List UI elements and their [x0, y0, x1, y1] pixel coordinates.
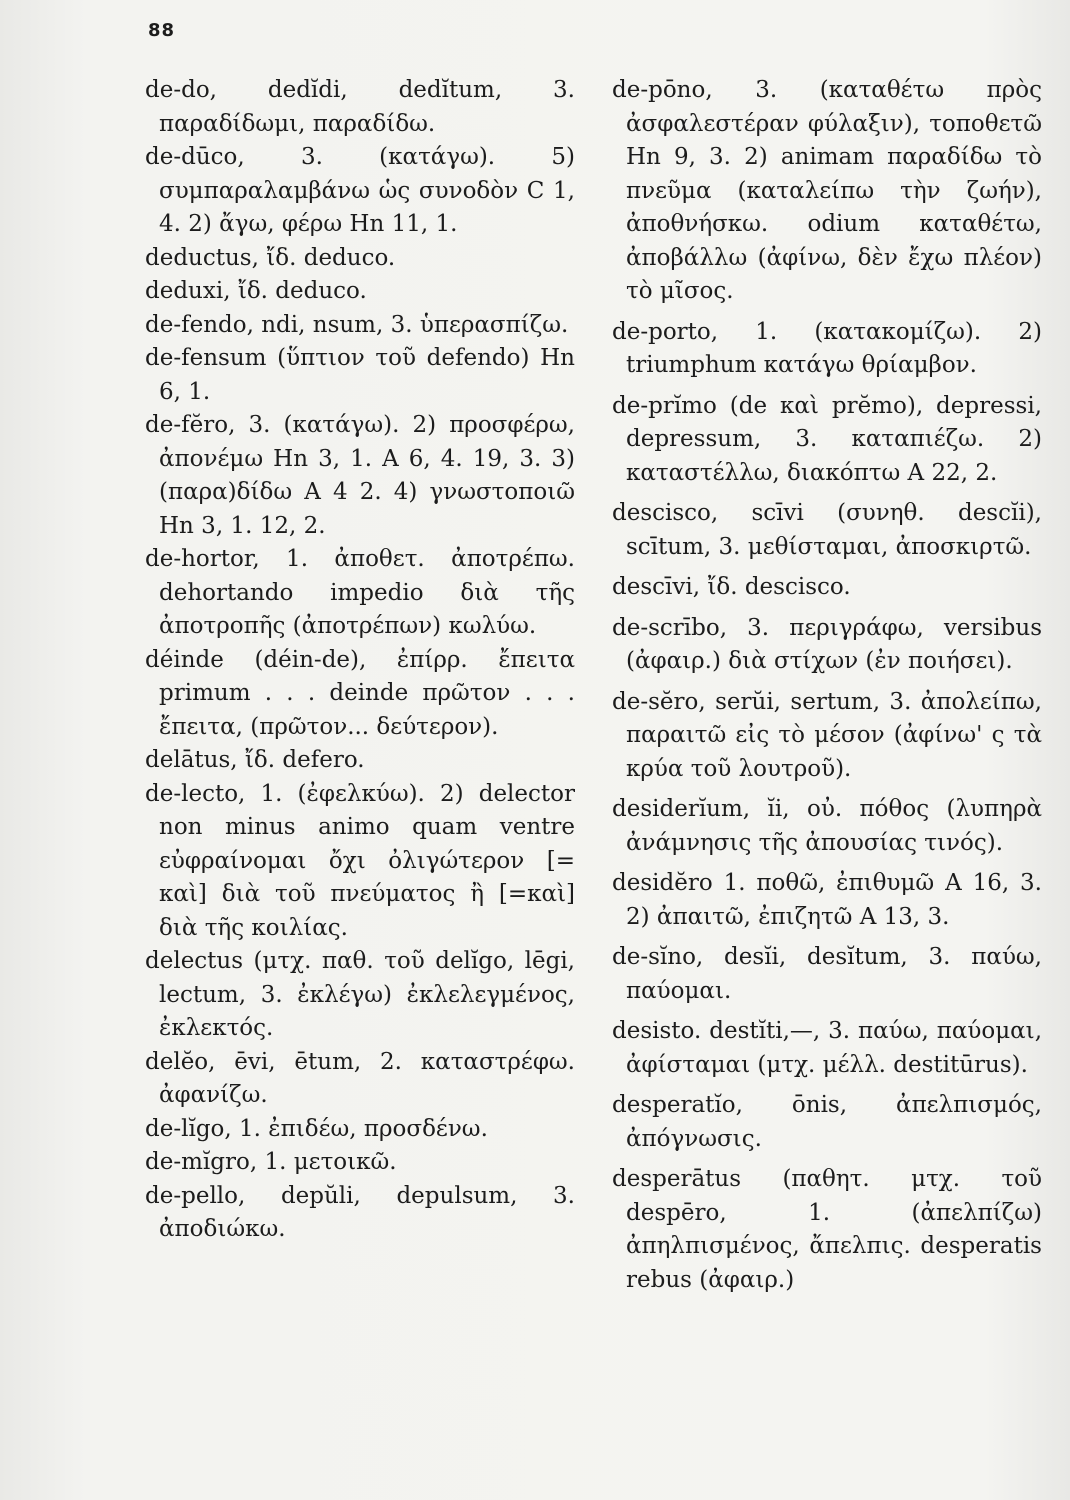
dictionary-entry: de-pōno, 3. (καταθέτω πρὸς ἀσφαλεστέραν φύλαξιν), τοποθετῶ Hn 9, 3. 2) animam παραδίδω τὸ πνεῦμα (καταλείπω τὴν ζωήν), ἀποθνήσκω. odium καταθέτω, ἀποβάλλω (ἀφίνω, δὲν ἔχω πλέον) τὸ μῖσος. [612, 77, 1042, 304]
dictionary-entry: de-fendo, ndi, nsum, 3. ὑπερασπίζω. [145, 311, 569, 338]
dictionary-entry: de-fensum (ὕπτιον τοῦ defendo) Hn 6, 1. [145, 345, 575, 405]
dictionary-entry: deduxi, ἴδ. deduco. [145, 278, 367, 304]
dictionary-entry: delĕo, ēvi, ētum, 2. καταστρέφω. ἀφανίζω. [145, 1048, 575, 1108]
dictionary-entry: de-fĕro, 3. (κατάγω). 2) προσφέρω, ἀπονέμω Hn 3, 1. A 6, 4. 19, 3. 3) (παρα)δίδω A 4 2. 4) γνωστοποιῶ Hn 3, 1. 12, 2. [145, 412, 575, 539]
dictionary-entry: de-scrībo, 3. περιγράφω, versibus (ἀφαιρ.) διὰ στίχων (ἐν ποιήσει). [612, 614, 1042, 674]
dictionary-entry: déinde (déin-de), ἐπίρρ. ἔπειτα primum . . . deinde πρῶτον . . . ἔπειτα, (πρῶτον... δεύτερον). [145, 646, 575, 740]
dictionary-entry: de-do, dedĭdi, dedĭtum, 3. παραδίδωμι, παραδίδω. [145, 77, 575, 137]
dictionary-entry: delectus (μτχ. παθ. τοῦ delĭgo, lēgi, lectum, 3. ἐκλέγω) ἐκλελεγμένος, ἐκλεκτός. [145, 948, 575, 1041]
dictionary-entry: de-hortor, 1. ἀποθετ. ἀποτρέπω. dehortando impedio διὰ τῆς ἀποτροπῆς (ἀποτρέπων) κωλύω. [145, 546, 575, 639]
dictionary-entry: descisco, scīvi (συνηθ. descĭi), scītum, 3. μεθίσταμαι, ἀποσκιρτῶ. [612, 500, 1042, 560]
dictionary-entry: desperātus (παθητ. μτχ. τοῦ despēro, 1. (ἀπελπίζω) ἀπηλπισμένος, ἄπελπις. desperatis rebus (ἀφαιρ.) [612, 1166, 1042, 1293]
dictionary-entry: de-porto, 1. (κατακομίζω). 2) triumphum κατάγω θρίαμβον. [612, 318, 1042, 378]
page-number: 88 [148, 20, 176, 41]
dictionary-entry: de-lecto, 1. (ἐφελκύω). 2) delector non minus animo quam ventre εὐφραίνομαι ὄχι ὀλιγώτερον [= καὶ] διὰ τοῦ πνεύματος ἢ [=καὶ] διὰ τῆς κοιλίας. [145, 780, 575, 941]
dictionary-entry: desidĕro 1. ποθῶ, ἐπιθυμῶ A 16, 3. 2) ἀπαιτῶ, ἐπιζητῶ A 13, 3. [612, 870, 1042, 930]
dictionary-entry: de-sĕro, serŭi, sertum, 3. ἀπολείπω, παραιτῶ εἰς τὸ μέσον (ἀφίνω' ς τὰ κρύα τοῦ λουτροῦ). [612, 688, 1042, 782]
dictionary-entry: de-mĭgro, 1. μετοικῶ. [145, 1149, 397, 1175]
dictionary-entry: descīvi, ἴδ. descisco. [612, 574, 851, 600]
dictionary-entry: deductus, ἴδ. deduco. [145, 244, 396, 271]
dictionary-entry: delātus, ἴδ. defero. [145, 747, 365, 773]
left-column [145, 74, 575, 1247]
dictionary-entry: desiderĭum, ĭi, οὐ. πόθος (λυπηρὰ ἀνάμνησις τῆς ἀπουσίας τινός). [612, 796, 1042, 856]
dictionary-entry: de-lĭgo, 1. ἐπιδέω, προσδένω. [145, 1115, 488, 1142]
dictionary-entry: de-dūco, 3. (κατάγω). 5) συμπαραλαμβάνω ὡς συνοδὸν C 1, 4. 2) ἄγω, φέρω Hn 11, 1. [145, 144, 575, 237]
dictionary-entry: de-sĭno, desĭi, desĭtum, 3. παύω, παύομαι. [612, 944, 1042, 1004]
dictionary-entry: desperatĭo, ōnis, ἀπελπισμός, ἀπόγνωσις. [612, 1092, 1042, 1152]
dictionary-entry: de-prĭmo (de καὶ prĕmo), depressi, depressum, 3. καταπιέζω. 2) καταστέλλω, διακόπτω A 22, 2. [612, 392, 1042, 486]
right-column [612, 74, 1042, 1304]
dictionary-entry: de-pello, depŭli, depulsum, 3. ἀποδιώκω. [145, 1182, 575, 1242]
dictionary-entry: desisto. destĭti,—, 3. παύω, παύομαι, ἀφίσταμαι (μτχ. μέλλ. destitūrus). [612, 1018, 1042, 1078]
